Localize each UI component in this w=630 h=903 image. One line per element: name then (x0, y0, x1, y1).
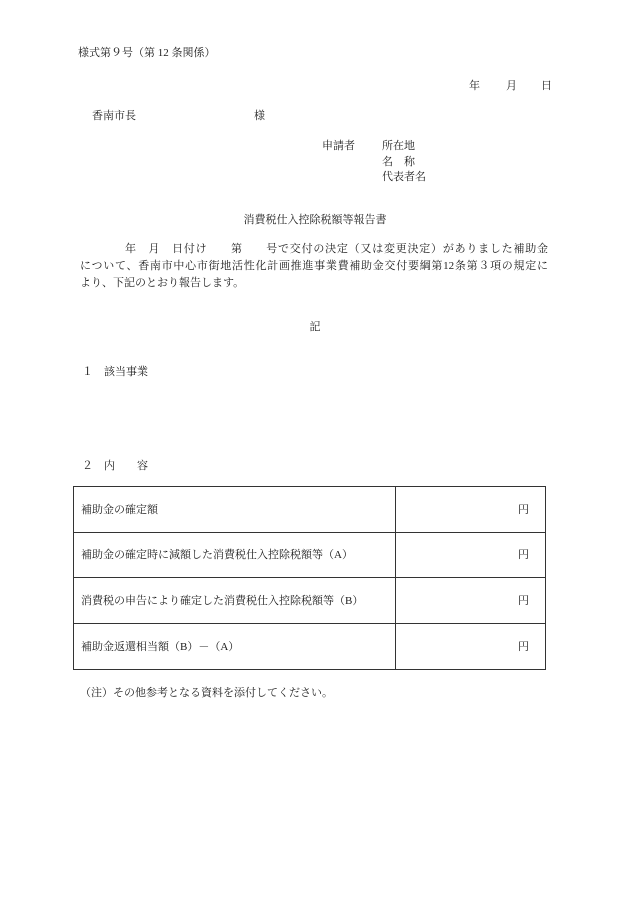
addressee-name: 香南市長 (92, 110, 136, 122)
date-month-label: 月 (506, 80, 517, 92)
applicant-label: 申請者 (322, 140, 355, 152)
report-table (73, 486, 546, 670)
section1-heading: １ 該当事業 (82, 366, 148, 378)
table-row (74, 624, 546, 670)
table-row (74, 487, 546, 533)
row-label: 補助金の確定時に減額した消費税仕入控除税額等（A） (74, 533, 396, 578)
row-label: 消費税の申告により確定した消費税仕入控除税額等（B） (74, 578, 396, 624)
row-amount-cell: 円 (396, 578, 546, 624)
row-label: 補助金の確定額 (74, 487, 396, 533)
row-amount-cell: 円 (396, 533, 546, 578)
form-number: 様式第９号（第 12 条関係） (78, 47, 216, 59)
addressee-honorific: 様 (254, 110, 265, 122)
document-title: 消費税仕入控除税額等報告書 (243, 214, 387, 226)
date-year-label: 年 (469, 80, 480, 92)
body-line: 年 月 日付け 第 号で交付の決定（又は変更決定）がありました補助金 (125, 243, 548, 255)
section2-heading: ２ 内 容 (82, 460, 148, 472)
body-line: より、下記のとおり報告します。 (80, 277, 245, 289)
table-row (74, 533, 546, 578)
ki-marker: 記 (309, 321, 321, 333)
applicant-address-label: 所在地 (382, 140, 415, 152)
date-day-label: 日 (541, 80, 552, 92)
row-amount-cell: 円 (396, 624, 546, 670)
row-amount-cell: 円 (396, 487, 546, 533)
attachment-note: （注）その他参考となる資料を添付してください。 (80, 687, 333, 699)
applicant-representative-label: 代表者名 (382, 171, 426, 183)
applicant-name-label: 名 称 (382, 156, 415, 168)
table-row (74, 578, 546, 624)
row-label: 補助金返還相当額（B）－（A） (74, 624, 396, 670)
body-line: について、香南市中心市街地活性化計画推進事業費補助金交付要綱第12条第３項の規定に (80, 260, 548, 272)
